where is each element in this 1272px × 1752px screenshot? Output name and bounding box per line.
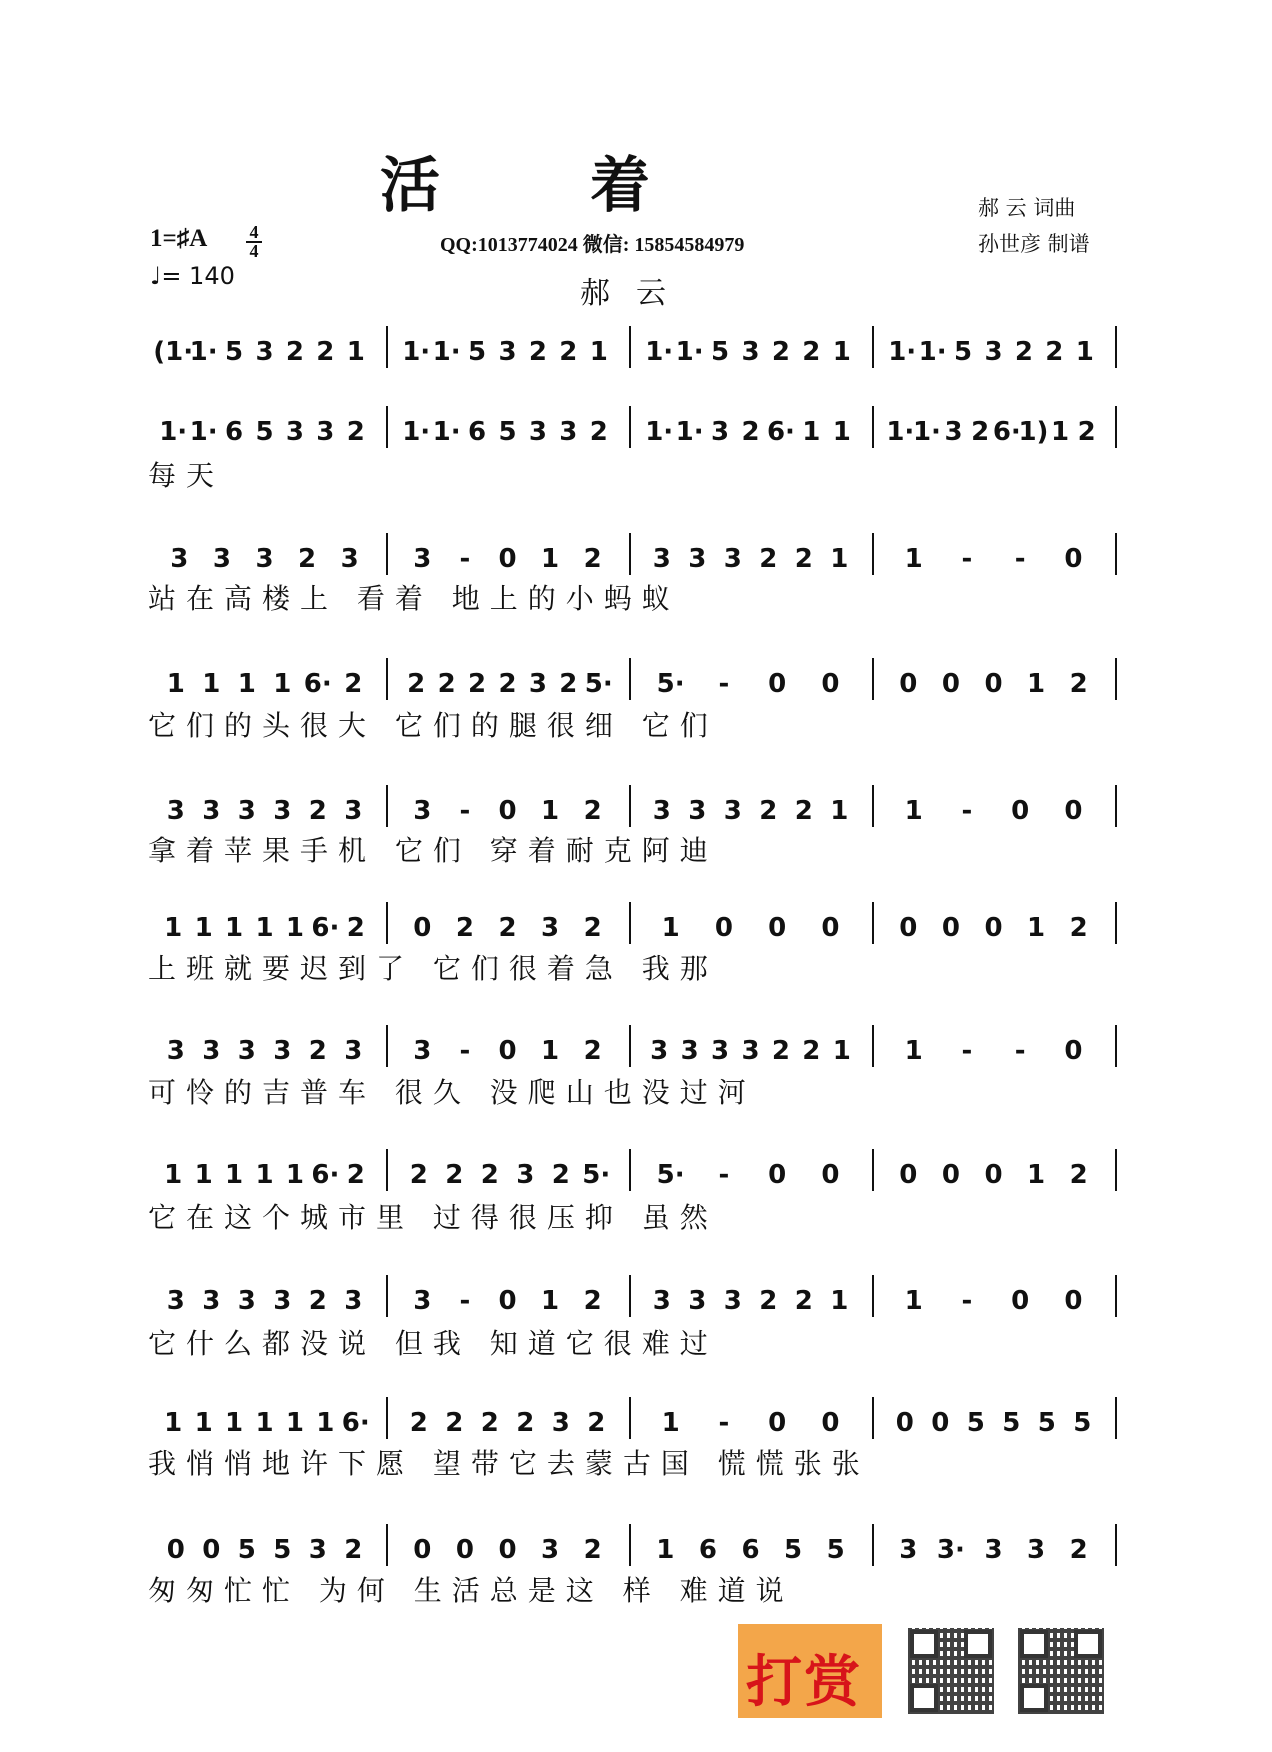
note: 2 — [498, 669, 517, 699]
note: - — [961, 544, 973, 574]
note: 3 — [650, 1036, 669, 1066]
note: 2 — [344, 1535, 363, 1565]
credit-score: 孙世彦 制谱 — [978, 232, 1090, 256]
note: 5 — [273, 1535, 292, 1565]
note: 0 — [941, 913, 960, 943]
time-sig-top: 4 — [249, 222, 259, 242]
note: 1· — [912, 417, 941, 447]
note: 5 — [966, 1408, 985, 1438]
note: 3 — [498, 337, 517, 367]
note: 3 — [344, 796, 363, 826]
note: - — [718, 1160, 730, 1190]
note: 2 — [344, 669, 363, 699]
note: 0 — [1011, 796, 1030, 826]
note: 1 — [802, 417, 821, 447]
note: 1 — [202, 669, 221, 699]
note: 5 — [1073, 1408, 1092, 1438]
note: 2 — [346, 417, 365, 447]
lyric-line: 可怜的吉普车 很久 没爬山也没过河 — [148, 1076, 756, 1109]
note: 5 — [468, 337, 487, 367]
note: 0 — [768, 913, 787, 943]
note: 2 — [498, 913, 517, 943]
note: 0 — [498, 1535, 517, 1565]
note: 2 — [480, 1160, 499, 1190]
note: 5· — [656, 669, 685, 699]
note: 2 — [583, 544, 602, 574]
note: 3 — [273, 1286, 292, 1316]
note: 2 — [759, 796, 778, 826]
note: 5 — [237, 1535, 256, 1565]
note: 1· — [918, 337, 947, 367]
note: 3 — [202, 1286, 221, 1316]
note: 6· — [766, 417, 795, 447]
note: 3 — [166, 1286, 185, 1316]
note: 2 — [759, 544, 778, 574]
note: 3 — [202, 1036, 221, 1066]
note: 1 — [285, 913, 304, 943]
note: 3 — [273, 1036, 292, 1066]
note: 3 — [528, 669, 547, 699]
note: 0 — [1064, 1036, 1083, 1066]
note: 1 — [904, 796, 923, 826]
note: 2 — [316, 337, 335, 367]
note: - — [459, 796, 471, 826]
note: 0 — [498, 544, 517, 574]
note: 2 — [802, 337, 821, 367]
note: 3 — [255, 544, 274, 574]
note: 1· — [888, 337, 917, 367]
note: 1 — [225, 913, 244, 943]
note: 0 — [768, 669, 787, 699]
note: 2 — [346, 913, 365, 943]
note: 1 — [832, 1036, 851, 1066]
note: - — [718, 669, 730, 699]
qr-code-icon — [908, 1628, 994, 1714]
note: 0 — [1064, 796, 1083, 826]
note: 5 — [498, 417, 517, 447]
note: 3 — [541, 1535, 560, 1565]
note: 0 — [768, 1408, 787, 1438]
note: 0 — [166, 1535, 185, 1565]
note: 3 — [413, 1036, 432, 1066]
note: 3 — [944, 417, 963, 447]
note: 6· — [992, 417, 1021, 447]
note: 2 — [445, 1160, 464, 1190]
note: 2 — [437, 669, 456, 699]
note: 2 — [794, 1286, 813, 1316]
note: 1 — [661, 913, 680, 943]
key-signature: 1=♯A — [150, 225, 208, 252]
note: 2 — [794, 544, 813, 574]
note: 2 — [346, 1160, 365, 1190]
note: 3 — [559, 417, 578, 447]
note: 2 — [583, 796, 602, 826]
note: 1 — [541, 1286, 560, 1316]
note: 3 — [680, 1036, 699, 1066]
note: 0 — [455, 1535, 474, 1565]
note: 0 — [1064, 544, 1083, 574]
note: 0 — [413, 1535, 432, 1565]
note: 1 — [1051, 417, 1070, 447]
note: 5 — [826, 1535, 845, 1565]
note: 2 — [794, 796, 813, 826]
note: 2 — [759, 1286, 778, 1316]
note: 3 — [984, 1535, 1003, 1565]
note: 2 — [455, 913, 474, 943]
note: 6· — [303, 669, 332, 699]
note: 3 — [688, 544, 707, 574]
note: 6 — [698, 1535, 717, 1565]
note: 0 — [931, 1408, 950, 1438]
reward-button[interactable] — [738, 1624, 882, 1718]
lyric-line: 它什么都没说 但我 知道它很难过 — [148, 1327, 718, 1360]
note: 1· — [432, 337, 461, 367]
note: 1 — [166, 669, 185, 699]
note: 1 — [1027, 1160, 1046, 1190]
note: 3 — [212, 544, 231, 574]
note: 2 — [741, 417, 760, 447]
note: 3 — [308, 1535, 327, 1565]
note: 1 — [225, 1408, 244, 1438]
note: 1· — [189, 417, 218, 447]
note: 0 — [941, 669, 960, 699]
note: 2 — [445, 1408, 464, 1438]
note: 6 — [741, 1535, 760, 1565]
note: 2 — [1069, 1160, 1088, 1190]
note: 1 — [225, 1160, 244, 1190]
note: 2 — [771, 337, 790, 367]
note: 5· — [582, 1160, 611, 1190]
note: 2 — [409, 1160, 428, 1190]
note: 0 — [1011, 1286, 1030, 1316]
note: 5 — [954, 337, 973, 367]
note: 3 — [723, 544, 742, 574]
note: - — [459, 1036, 471, 1066]
note: - — [1014, 1036, 1026, 1066]
note: 1· — [189, 337, 218, 367]
note: 1 — [589, 337, 608, 367]
note: 1 — [316, 1408, 335, 1438]
note: 1 — [255, 1408, 274, 1438]
note: 3 — [652, 544, 671, 574]
note: 2 — [308, 796, 327, 826]
note: 6· — [341, 1408, 370, 1438]
note: 1 — [1027, 669, 1046, 699]
note: 6· — [311, 1160, 340, 1190]
note: 0 — [984, 913, 1003, 943]
note: 2 — [516, 1408, 535, 1438]
note: 1 — [541, 796, 560, 826]
note: 2 — [559, 337, 578, 367]
note: 1· — [645, 337, 674, 367]
note: - — [961, 1036, 973, 1066]
note: 0 — [498, 1286, 517, 1316]
note: 0 — [821, 669, 840, 699]
note: 1 — [285, 1160, 304, 1190]
note: 1 — [1075, 337, 1094, 367]
note: 1· — [402, 337, 431, 367]
note: 3 — [413, 796, 432, 826]
singer-name: 郝云 — [580, 276, 692, 311]
note: 5 — [784, 1535, 803, 1565]
note: 2 — [583, 1535, 602, 1565]
note: 0 — [895, 1408, 914, 1438]
note: 1 — [164, 1408, 183, 1438]
note: 5 — [1002, 1408, 1021, 1438]
note: 0 — [899, 913, 918, 943]
note: 1 — [832, 337, 851, 367]
note: 1) — [1018, 417, 1049, 447]
note: 1 — [830, 544, 849, 574]
note: 1 — [661, 1408, 680, 1438]
note: 3 — [170, 544, 189, 574]
note: 1 — [1027, 913, 1046, 943]
note: 2 — [971, 417, 990, 447]
note: 1 — [285, 1408, 304, 1438]
note: 3 — [237, 1036, 256, 1066]
note: 3 — [541, 913, 560, 943]
note: 5· — [656, 1160, 685, 1190]
note: 3 — [652, 796, 671, 826]
note: 3 — [899, 1535, 918, 1565]
note: 1 — [541, 544, 560, 574]
note: 0 — [714, 913, 733, 943]
note: - — [459, 544, 471, 574]
note: 2 — [468, 669, 487, 699]
note: (1· — [153, 337, 194, 367]
note: 3 — [1027, 1535, 1046, 1565]
note: 0 — [941, 1160, 960, 1190]
lyric-line: 拿着苹果手机 它们 穿着耐克阿迪 — [148, 834, 718, 867]
note: 1 — [830, 1286, 849, 1316]
note: 3 — [413, 544, 432, 574]
note: 3 — [984, 337, 1003, 367]
note: 0 — [984, 1160, 1003, 1190]
note: 1· — [402, 417, 431, 447]
note: 0 — [821, 1408, 840, 1438]
note: - — [961, 1286, 973, 1316]
note: 3 — [528, 417, 547, 447]
note: 1 — [656, 1535, 675, 1565]
note: 0 — [899, 669, 918, 699]
lyric-line: 站在高楼上 看着 地上的小蚂蚁 — [148, 582, 680, 615]
note: 1 — [255, 1160, 274, 1190]
note: 1 — [346, 337, 365, 367]
note: 1 — [904, 544, 923, 574]
note: 3 — [711, 417, 730, 447]
note: 2 — [1069, 1535, 1088, 1565]
note: 1· — [159, 417, 188, 447]
note: 5 — [225, 337, 244, 367]
note: 3 — [166, 796, 185, 826]
note: 0 — [899, 1160, 918, 1190]
note: 2 — [551, 1160, 570, 1190]
note: 3 — [741, 1036, 760, 1066]
note: 2 — [1045, 337, 1064, 367]
note: 3 — [202, 796, 221, 826]
note: 3 — [344, 1036, 363, 1066]
lyric-line: 匆匆忙忙 为何 生活总是这 样 难道说 — [148, 1574, 794, 1607]
note: 0 — [498, 796, 517, 826]
note: 2 — [1069, 913, 1088, 943]
note: 2 — [407, 669, 426, 699]
note: 3 — [344, 1286, 363, 1316]
note: 3 — [273, 796, 292, 826]
note: 3 — [741, 337, 760, 367]
note: 3 — [652, 1286, 671, 1316]
note: 1 — [830, 796, 849, 826]
note: 3 — [340, 544, 359, 574]
credit-lyrics: 郝 云 词曲 — [978, 196, 1076, 220]
note: 0 — [202, 1535, 221, 1565]
note: 2 — [583, 1036, 602, 1066]
note: 3 — [723, 1286, 742, 1316]
page-title: 活着 — [380, 151, 800, 221]
note: 3 — [413, 1286, 432, 1316]
note: 1· — [675, 337, 704, 367]
note: 2 — [771, 1036, 790, 1066]
note: 1 — [273, 669, 292, 699]
note: 3 — [711, 1036, 730, 1066]
note: 5 — [255, 417, 274, 447]
note: 6 — [468, 417, 487, 447]
note: 3 — [688, 796, 707, 826]
lyric-line: 它们的头很大 它们的腿很细 它们 — [148, 709, 718, 742]
note: 3 — [316, 417, 335, 447]
note: 5 — [1037, 1408, 1056, 1438]
note: 1 — [194, 1408, 213, 1438]
contact-info: QQ:1013774024 微信: 15854584979 — [440, 234, 745, 256]
note: 5· — [584, 669, 613, 699]
note: 2 — [583, 913, 602, 943]
note: 1 — [904, 1286, 923, 1316]
note: 1 — [904, 1036, 923, 1066]
note: 2 — [528, 337, 547, 367]
note: 3 — [166, 1036, 185, 1066]
note: 2 — [1014, 337, 1033, 367]
note: 2 — [409, 1408, 428, 1438]
note: 0 — [498, 1036, 517, 1066]
note: 6· — [311, 913, 340, 943]
note: 3· — [936, 1535, 965, 1565]
note: 2 — [308, 1286, 327, 1316]
note: 1 — [255, 913, 274, 943]
note: 1· — [886, 417, 915, 447]
note: 3 — [237, 796, 256, 826]
note: 3 — [551, 1408, 570, 1438]
note: 5 — [711, 337, 730, 367]
note: - — [459, 1286, 471, 1316]
lyric-line: 我悄悄地许下愿 望带它去蒙古国 慌慌张张 — [148, 1447, 870, 1480]
note: 0 — [1064, 1286, 1083, 1316]
note: 1· — [432, 417, 461, 447]
note: 3 — [285, 417, 304, 447]
note: 0 — [768, 1160, 787, 1190]
note: 0 — [821, 913, 840, 943]
note: 1 — [164, 1160, 183, 1190]
note: 3 — [237, 1286, 256, 1316]
note: 2 — [298, 544, 317, 574]
note: 0 — [821, 1160, 840, 1190]
note: 1 — [164, 913, 183, 943]
note: 2 — [285, 337, 304, 367]
note: 2 — [587, 1408, 606, 1438]
note: 2 — [480, 1408, 499, 1438]
note: 2 — [308, 1036, 327, 1066]
note: 3 — [688, 1286, 707, 1316]
tempo-marking: ♩= 140 — [150, 262, 235, 290]
note: 1· — [645, 417, 674, 447]
note: 2 — [589, 417, 608, 447]
note: 1 — [194, 913, 213, 943]
note: 1 — [194, 1160, 213, 1190]
reward-label: 打赏 — [746, 1650, 862, 1715]
time-sig-bottom: 4 — [246, 241, 262, 260]
note: 1 — [237, 669, 256, 699]
note: 0 — [984, 669, 1003, 699]
note: 3 — [516, 1160, 535, 1190]
lyric-line: 每天 — [148, 459, 225, 492]
note: 2 — [802, 1036, 821, 1066]
note: 2 — [559, 669, 578, 699]
note: 2 — [1077, 417, 1096, 447]
note: 2 — [1069, 669, 1088, 699]
note: 0 — [413, 913, 432, 943]
lyric-line: 它在这个城市里 过得很压抑 虽然 — [148, 1201, 718, 1234]
note: 1 — [541, 1036, 560, 1066]
note: 1· — [675, 417, 704, 447]
note: - — [1014, 544, 1026, 574]
note: 3 — [723, 796, 742, 826]
qr-code-icon — [1018, 1628, 1104, 1714]
note: 6 — [225, 417, 244, 447]
note: 2 — [583, 1286, 602, 1316]
note: - — [718, 1408, 730, 1438]
note: - — [961, 796, 973, 826]
lyric-line: 上班就要迟到了 它们很着急 我那 — [148, 952, 718, 985]
note: 3 — [255, 337, 274, 367]
note: 1 — [832, 417, 851, 447]
